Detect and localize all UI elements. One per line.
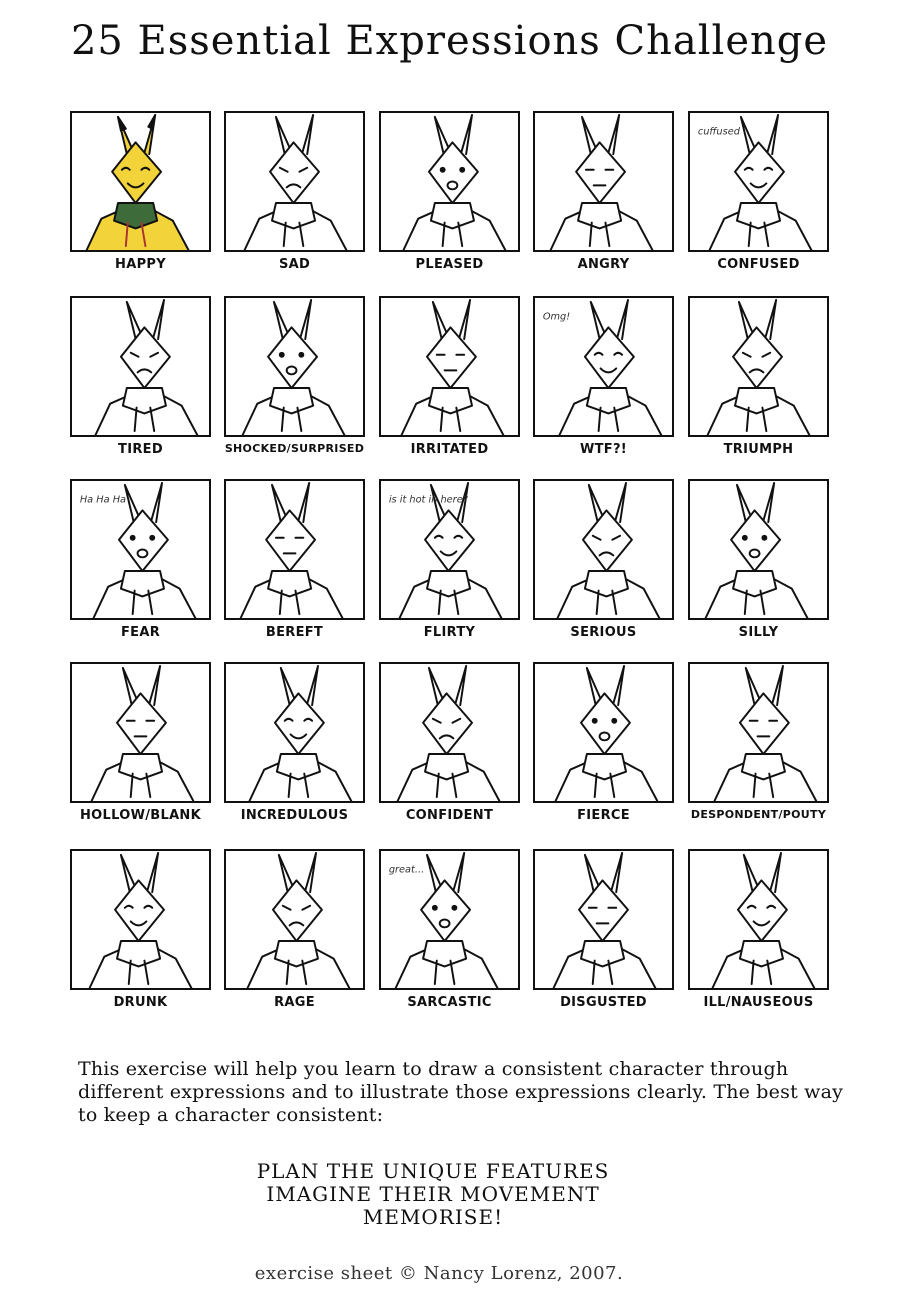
expression-label-hollow-blank: HOLLOW/BLANK: [80, 808, 201, 823]
expression-drawing-confident: [379, 662, 520, 803]
expression-drawing-silly: [688, 479, 829, 620]
motto-block: [0, 1160, 866, 1229]
expression-drawing-pleased: [379, 111, 520, 252]
expression-label-fear: FEAR: [120, 625, 161, 640]
expression-drawing-sarcastic: [379, 849, 520, 990]
expression-label-confused: CONFUSED: [717, 257, 800, 272]
expression-label-disgusted: DISGUSTED: [560, 995, 647, 1010]
expression-drawing-irritated: [379, 296, 520, 437]
expression-label-fierce: FIERCE: [577, 808, 630, 823]
copyright-credit: exercise sheet © Nancy Lorenz, 2007.: [254, 1263, 624, 1284]
expression-annotation-fear: Ha Ha Ha: [79, 494, 127, 506]
expression-label-triumph: TRIUMPH: [723, 442, 794, 457]
expression-label-incredulous: INCREDULOUS: [240, 808, 349, 823]
expression-label-despondent-pouty: DESPONDENT/POUTY: [690, 808, 827, 821]
expression-label-angry: ANGRY: [577, 257, 630, 272]
intro-paragraph: This exercise will help you learn to draw a consistent character through different expressions and to illustrate those expressions clearly. The best way to keep a character consistent:: [78, 1058, 844, 1126]
expression-label-flirty: FLIRTY: [423, 625, 476, 640]
motto-line-plan: PLAN THE UNIQUE FEATURES: [256, 1159, 610, 1183]
expression-drawing-despondent-pouty: [688, 662, 829, 803]
expression-drawing-wtf: [533, 296, 674, 437]
expression-label-bereft: BEREFT: [265, 625, 324, 640]
expression-annotation-sarcastic: great...: [388, 864, 425, 876]
expression-label-tired: TIRED: [118, 442, 163, 457]
expression-annotation-flirty: is it hot in here?: [388, 494, 468, 506]
motto-line-memorise: MEMORISE!: [362, 1205, 504, 1229]
expression-annotation-wtf: Omg!: [542, 311, 571, 323]
expression-drawing-fear: [70, 479, 211, 620]
expression-label-serious: SERIOUS: [570, 625, 637, 640]
expression-label-sad: SAD: [278, 257, 311, 272]
expression-label-shocked-surprised: SHOCKED/SURPRISED: [224, 442, 365, 455]
expression-label-irritated: IRRITATED: [410, 442, 489, 457]
expression-label-confident: CONFIDENT: [405, 808, 494, 823]
expression-drawing-happy: [70, 111, 211, 252]
expression-annotation-confused: cuffused: [697, 126, 740, 138]
expression-drawing-ill-nauseous: [688, 849, 829, 990]
expression-drawing-incredulous: [224, 662, 365, 803]
expression-drawing-serious: [533, 479, 674, 620]
expression-label-pleased: PLEASED: [415, 257, 484, 272]
expression-label-wtf: WTF?!: [579, 442, 628, 457]
motto-line-imagine: IMAGINE THEIR MOVEMENT: [266, 1182, 600, 1206]
expression-label-rage: RAGE: [274, 995, 315, 1010]
expression-drawing-fierce: [533, 662, 674, 803]
expression-drawing-flirty: [379, 479, 520, 620]
expression-drawing-disgusted: [533, 849, 674, 990]
expression-label-ill-nauseous: ILL/NAUSEOUS: [703, 995, 814, 1010]
page-title: 25 Essential Expressions Challenge: [70, 18, 829, 64]
expression-drawing-bereft: [224, 479, 365, 620]
expression-drawing-triumph: [688, 296, 829, 437]
expression-label-happy: HAPPY: [115, 257, 166, 272]
expression-label-drunk: DRUNK: [113, 995, 168, 1010]
expression-drawing-tired: [70, 296, 211, 437]
expression-drawing-rage: [224, 849, 365, 990]
expression-drawing-drunk: [70, 849, 211, 990]
expression-grid: [68, 109, 838, 1014]
expression-drawing-confused: [688, 111, 829, 252]
expression-drawing-sad: [224, 111, 365, 252]
expression-label-silly: SILLY: [738, 625, 779, 640]
expression-drawing-hollow-blank: [70, 662, 211, 803]
expression-label-sarcastic: SARCASTIC: [407, 995, 492, 1010]
expression-drawing-shocked-surprised: [224, 296, 365, 437]
expression-drawing-angry: [533, 111, 674, 252]
